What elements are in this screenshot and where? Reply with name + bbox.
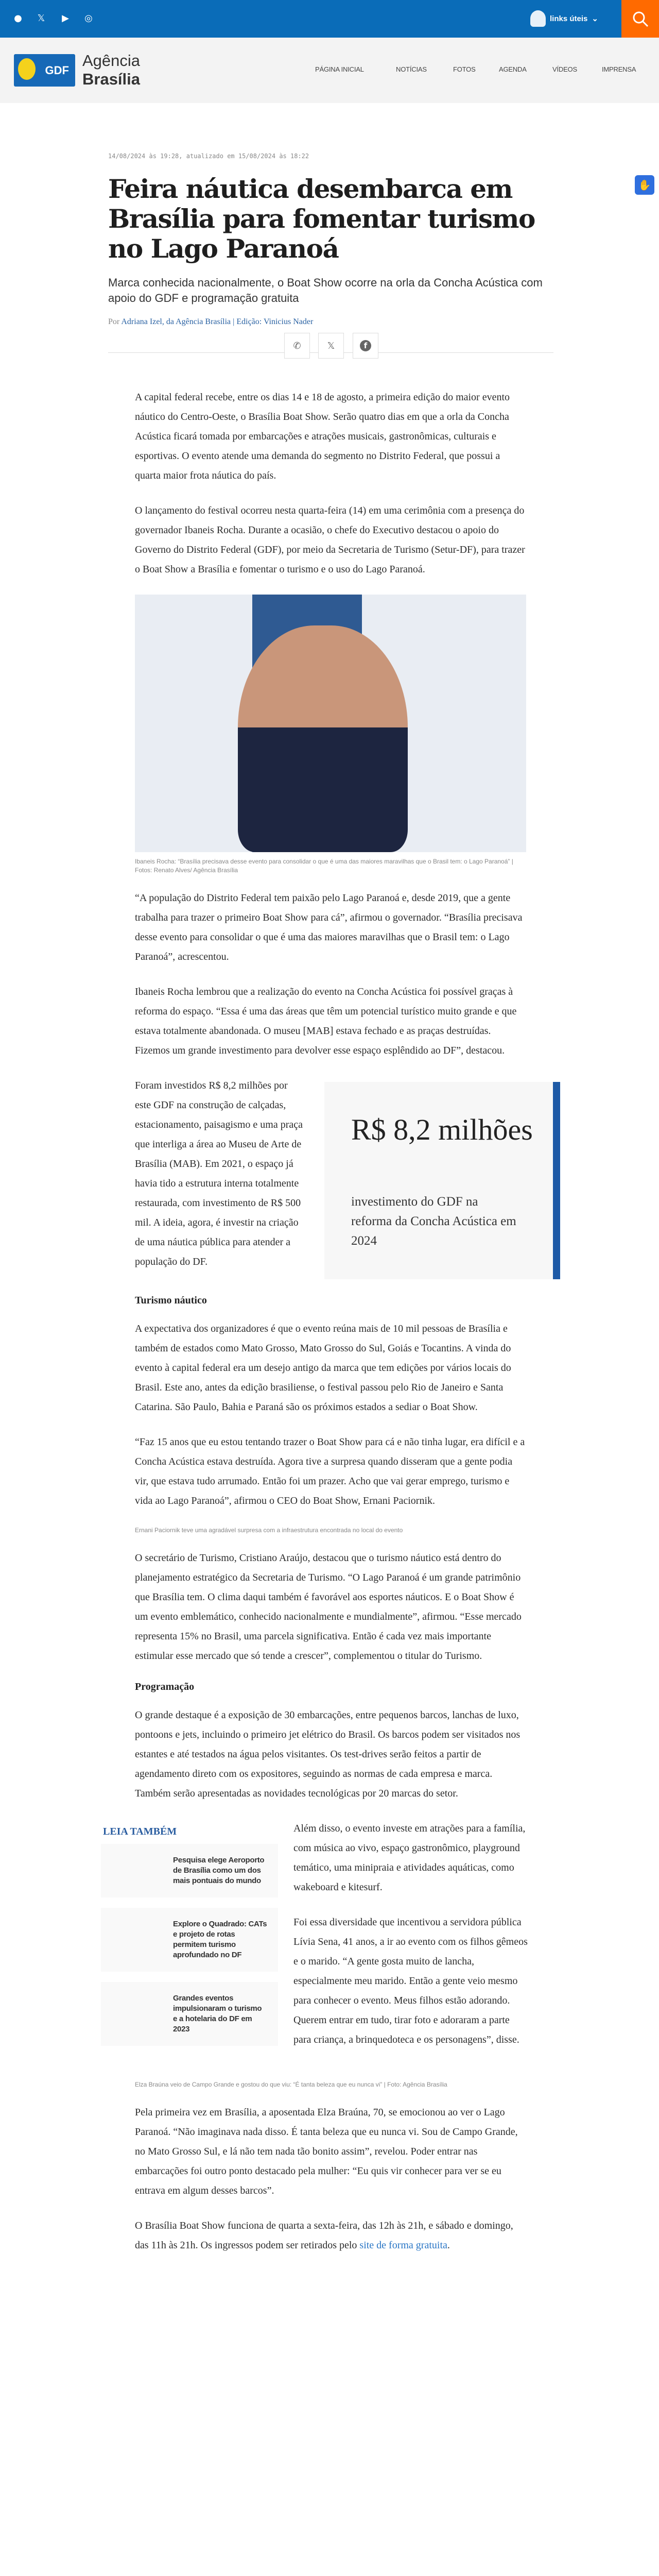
- paragraph: Além disso, o evento investe em atrações para a família, com música ao vivo, espaço gastronômico, playground temático, uma minipraia e atividades aquáticas, como wakeboard e kitesurf.: [293, 1823, 526, 1893]
- paragraph-end: .: [447, 2240, 450, 2251]
- section-heading: Turismo náutico: [135, 1295, 207, 1306]
- paragraph: Foi essa diversidade que incentivou a servidora pública Lívia Sena, 41 anos, a ir ao evento com os filhos gêmeos e o marido. “A gente gosta muito de lancha, especialmente meu marido. Então a gente veio mesmo para conhecer o evento. Meus filhos estão adorando. Querem entrar em tudo, tirar foto e adoraram a parte para criança, a brinquedoteca e os personagens”, disse.: [293, 1917, 528, 2045]
- article-subtitle: Marca conhecida nacionalmente, o Boat Show ocorre na orla da Concha Acústica com apoio do GDF e programação gratuita: [108, 276, 543, 304]
- x-icon[interactable]: 𝕏: [37, 13, 45, 24]
- photo-caption: Ibaneis Rocha: “Brasília precisava desse evento para consolidar o que é uma das maiores maravilhas que o Brasil tem: o Lago Paranoá” | Fotos: Renato Alves/ Agência Brasília: [135, 858, 513, 874]
- photo-subject: [238, 625, 408, 852]
- whatsapp-icon: ✆: [293, 340, 301, 351]
- byline-authors[interactable]: Adriana Izel, da Agência Brasília | Edição: Vinicius Nader: [121, 317, 314, 326]
- nav-noticias[interactable]: NOTÍCIAS: [396, 65, 427, 73]
- photo-caption: Ernani Paciornik teve uma agradável surpresa com a infraestrutura encontrada no local do evento: [135, 1527, 403, 1534]
- paragraph: [135, 2216, 526, 2255]
- byline-prefix: Por: [108, 317, 120, 326]
- related-card[interactable]: [101, 1844, 278, 1897]
- flickr-icon[interactable]: ●: [14, 13, 22, 24]
- share-whatsapp-button[interactable]: [284, 333, 310, 359]
- brand-brasilia: Brasília: [82, 70, 141, 88]
- paragraph-with-highlight: [135, 1076, 533, 1279]
- paragraph: “Faz 15 anos que eu estou tentando trazer o Boat Show para cá e não tinha lugar, era difícil e a Concha Acústica estava destruída. Agora tive a surpresa quando disseram que a gente podia vir, que estava tudo arrumado. Então foi um prazer. Acho que vai gerar emprego, turismo e vida ao Lago Paranoá”, afirmou o CEO do Boat Show, Ernani Paciornik.: [135, 1436, 525, 1506]
- highlight-text: investimento do GDF na reforma da Concha Acústica em 2024: [351, 1195, 516, 1248]
- share-bar: [108, 333, 553, 359]
- paragraph: O lançamento do festival ocorreu nesta quarta-feira (14) em uma cerimônia com a presença do governador Ibaneis Rocha. Durante a ocasião, o chefe do Executivo destacou o apoio do Governo do Distrito Federal (GDF), por meio da Secretaria de Turismo (Setur-DF), para trazer o Boat Show a Brasília e fomentar o turismo e o uso do Lago Paranoá.: [135, 505, 525, 575]
- tickets-site-link[interactable]: site de forma gratuita: [359, 2240, 447, 2251]
- facebook-icon: f: [360, 340, 371, 351]
- search-icon: [632, 10, 649, 28]
- paragraph: “A população do Distrito Federal tem paixão pelo Lago Paranoá e, desde 2019, que a gente trabalha para trazer o primeiro Boat Show para cá”, afirmou o governador. “Brasília precisava desse evento para consolidar o que é uma das maiores maravilhas que o Brasil tem: o Lago Paranoá”, acrescentou.: [135, 892, 523, 962]
- related-list: [101, 1819, 278, 2065]
- related-side-text: [293, 1819, 528, 2065]
- related-card-title: Grandes eventos impulsionaram o turismo e a hotelaria do DF em 2023: [173, 1994, 262, 2033]
- section-heading: Programação: [135, 1681, 195, 1692]
- paragraph: Ibaneis Rocha lembrou que a realização do evento na Concha Acústica foi possível graças à reforma do espaço. “Essa é uma das áreas que têm um potencial turístico muito grande e que estava totalmente abandonada. O museu [MAB] estava fechado e as praças destruídas. Fizemos um grande investimento para devolver esse espaço esplêndido ao DF”, destacou.: [135, 986, 517, 1056]
- tree-icon: [530, 10, 546, 27]
- article-photo-ibaneis: [135, 595, 526, 852]
- related-card[interactable]: [101, 1982, 278, 2046]
- byline: [108, 317, 553, 327]
- article-body: [103, 387, 533, 2255]
- paragraph: Foram investidos R$ 8,2 milhões por este GDF na construção de calçadas, estacionamento, paisagismo e uma praça que interliga a área ao Museu de Arte de Brasília (MAB). Em 2021, o espaço já havia tido a estrutura interna totalmente restaurada, com investimento de R$ 500 mil. A ideia, agora, é investir na criação de uma náutica pública para atender a população do DF.: [135, 1080, 303, 1267]
- paragraph: O grande destaque é a exposição de 30 embarcações, entre pequenos barcos, lanchas de luxo, pontoons e jets, incluindo o primeiro jet elétrico do Brasil. Os barcos podem ser visitados nos estantes e até testados na água pelos visitantes. Os test-drives serão feitos a partir de agendamento direto com os expositores, seguindo as normas de cada empresa e marca. Também serão apresentadas as novidades tecnológicas por 20 marcas do setor.: [135, 1709, 521, 1799]
- highlight-value: R$ 8,2 milhões: [351, 1113, 533, 1146]
- nav-fotos[interactable]: FOTOS: [453, 65, 476, 73]
- nav-imprensa[interactable]: IMPRENSA: [602, 65, 636, 73]
- highlight-box: [324, 1082, 560, 1279]
- paragraph-text: O Brasília Boat Show funciona de quarta a sexta-feira, das 12h às 21h, e sábado e domingo, das 11h às 21h. Os ingressos podem ser retirados pelo: [135, 2220, 513, 2251]
- related-card-title: Pesquisa elege Aeroporto de Brasília como um dos mais pontuais do mundo: [173, 1856, 265, 1885]
- gdf-logo[interactable]: [14, 54, 75, 87]
- brand-agencia: Agência: [82, 52, 141, 70]
- links-uteis-label: links úteis: [550, 14, 588, 23]
- related-card-title: Explore o Quadrado: CATs e projeto de rotas permitem turismo aprofundado no DF: [173, 1920, 267, 1959]
- site-header: [0, 0, 659, 103]
- article-header: [108, 152, 553, 359]
- sign-language-icon: ✋: [638, 179, 651, 191]
- related-section: [101, 1819, 526, 2065]
- youtube-icon[interactable]: ▶: [62, 13, 69, 24]
- libras-accessibility-button[interactable]: [635, 175, 654, 195]
- instagram-icon[interactable]: ◎: [84, 13, 93, 24]
- paragraph: O secretário de Turismo, Cristiano Araújo, destacou que o turismo náutico está dentro do planejamento estratégico da Secretaria de Turismo. “O Lago Paranoá é um grande patrimônio que Brasília tem. O clima daqui também é favorável aos esportes náuticos. E o Boat Show é um evento emblemático, conhecido nacionalmente e mundialmente”, afirmou. “Esse mercado representa 15% no Brasil, uma parcela significativa. Então é cada vez mais importante estimular esse mercado que só tende a crescer”, complementou o titular do Turismo.: [135, 1552, 522, 1662]
- ipe-tree-icon: [18, 58, 36, 80]
- nav-pagina-inicial[interactable]: PÁGINA INICIAL: [315, 65, 364, 73]
- share-facebook-button[interactable]: [353, 333, 378, 359]
- paragraph: A capital federal recebe, entre os dias 14 e 18 de agosto, a primeira edição do maior evento náutico do Centro-Oeste, o Brasília Boat Show. Serão quatro dias em que a orla da Concha Acústica ficará tomada por embarcações e atrações musicais, gastronômicas, culturais e esportivas. O evento atende uma demanda do segmento no Distrito Federal, que possui a quarta maior frota náutica do país.: [135, 392, 510, 481]
- nav-agenda[interactable]: AGENDA: [499, 65, 527, 73]
- search-button[interactable]: [621, 0, 659, 38]
- chevron-down-icon: ⌄: [592, 14, 598, 23]
- nav-videos[interactable]: VÍDEOS: [552, 65, 577, 73]
- paragraph: A expectativa dos organizadores é que o evento reúna mais de 10 mil pessoas de Brasília e também de estados como Mato Grosso, Mato Grosso do Sul, Goiás e Tocantins. A vinda do evento à capital federal era um desejo antigo da marca que tem edições por vários locais do Brasil. Este ano, antes da edição brasiliense, o festival passou pelo Rio de Janeiro e Santa Catarina. São Paulo, Bahia e Paraná são os próximos estados a sediar o Boat Show.: [135, 1323, 511, 1413]
- article-title: Feira náutica desembarca em Brasília para fomentar turismo no Lago Paranoá: [108, 174, 535, 264]
- paragraph: Pela primeira vez em Brasília, a aposentada Elza Braúna, 70, se emocionou ao ver o Lago Paranoá. “Não imaginava nada disso. É tanta beleza que eu nunca vi. Sou de Campo Grande, no Mato Grosso Sul, e lá não tem nada tão bonito assim”, revelou. Poder entrar nas embarcações foi outro ponto destacado pela mulher: “Eu quis vir conhecer para ver se eu entrava em algum desses barcos”.: [135, 2107, 518, 2196]
- logo-text: GDF: [45, 63, 69, 77]
- share-x-button[interactable]: [318, 333, 344, 359]
- x-icon: 𝕏: [327, 340, 335, 351]
- publish-date: 14/08/2024 às 19:28, atualizado em 15/08/2024 às 18:22: [108, 152, 309, 160]
- photo-caption: Elza Braúna veio de Campo Grande e gostou do que viu: “É tanta beleza que eu nunca vi” | Foto: Agência Brasília: [135, 2081, 447, 2088]
- related-title: LEIA TAMBÉM: [103, 1826, 177, 1837]
- links-uteis-dropdown[interactable]: [530, 10, 598, 27]
- related-card[interactable]: [101, 1908, 278, 1972]
